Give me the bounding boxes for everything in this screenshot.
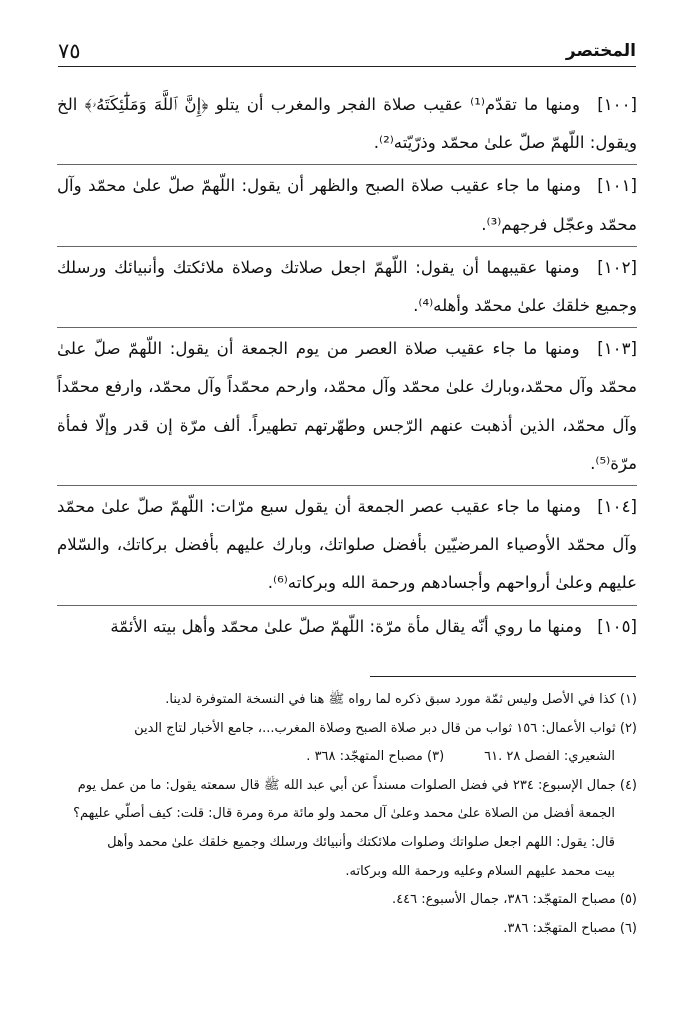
footnote-2: (٢) ثواب الأعمال: ١٥٦ ثواب من قال دبر صلاة الصبح وصلاة المغرب...، جامع الأخبار لتاج الدين	[134, 720, 637, 736]
footnote-2-continuation: الشعيري: الفصل ٢٨ .٦١	[484, 749, 615, 765]
footnote-4: (٤) جمال الإسبوع: ٢٣٤ في فضل الصلوات مسنداً عن أبي عبد الله ﷺ قال سمعته يقول: ما من عمل يوم	[77, 777, 637, 793]
paragraph-101	[57, 167, 637, 243]
main-text	[57, 86, 637, 646]
paragraph-text: ومنها ما جاء عقيب صلاة الصبح والظهر أن يقول: اللّهمّ صلّ علىٰ محمّد وآل محمّد وعجّل فرجهم⁽³⁾.	[57, 176, 637, 234]
footnote-3: (٣) مصباح المتهجّد: ٣٦٨ .	[306, 749, 445, 765]
paragraph-text: ومنها ما جاء عقيب عصر الجمعة أن يقول سبع مرّات: اللّهمّ صلّ علىٰ محمّد وآل محمّد الأوصياء المرضيّين بأفضل صلواتك، وبارك عليهم بأفضل بركاتك، والسّلام عليهم وعلىٰ أرواحهم وأجسادهم ورحمة الله وبركاته⁽⁶⁾.	[57, 497, 637, 593]
running-title: المختصر	[565, 41, 636, 61]
footnote-1: (١) كذا في الأصل وليس ثمّة مورد سبق ذكره لما رواه ﷺ هنا في النسخة المتوفرة لدينا.	[165, 692, 637, 707]
paragraph-number: [١٠٠]	[597, 95, 637, 114]
paragraph-divider	[57, 605, 637, 606]
footnote-4-line-4: بيت محمد عليهم السلام وعليه ورحمة الله وبركاته.	[345, 863, 615, 879]
footnote-5: (٥) مصباح المتهجّد: ٣٨٦، جمال الأسبوع: ٤٤٦.	[392, 892, 637, 908]
paragraph-102	[57, 249, 637, 325]
paragraph-103	[57, 330, 637, 483]
paragraph-divider	[57, 164, 637, 165]
paragraph-number: [١٠١]	[597, 176, 637, 196]
paragraph-104	[57, 488, 637, 603]
footnote-6: (٦) مصباح المتهجّد: ٣٨٦.	[503, 920, 637, 936]
footnote-4-line-3: قال: يقول: اللهم اجعل صلواتك وصلوات ملائكتك وأنبيائك ورسلك وجميع خلقك علىٰ محمد وأهل	[107, 834, 615, 850]
paragraph-number: [١٠٢]	[597, 257, 637, 277]
footnote-separator	[370, 676, 636, 677]
footnotes	[57, 686, 637, 943]
page-header	[58, 38, 636, 64]
paragraph-text: ومنها ما تقدّم⁽¹⁾ عقيب صلاة الفجر والمغرب أن يتلو ﴿إِنَّ ٱللَّهَ وَمَلَٰٓئِكَتَهُۥ﴾ الخ ويقول: اللّهمّ صلّ علىٰ محمّد وذرّيّته⁽²⁾.	[57, 95, 637, 153]
paragraph-divider	[57, 327, 637, 328]
paragraph-number: [١٠٣]	[597, 339, 637, 359]
paragraph-divider	[57, 246, 637, 247]
paragraph-number: [١٠٥]	[597, 616, 637, 636]
paragraph-divider	[57, 485, 637, 486]
paragraph-text: ومنها ما جاء عقيب صلاة العصر من يوم الجمعة أن يقول: اللّهمّ صلّ علىٰ محمّد وآل محمّد،وبارك علىٰ محمّد وآل محمّد، وارحم محمّداً وآل محمّد، وارفع محمّداً وآل محمّد، الذين أذهبت عنهم الرّجس وطهّرتهم تطهيراً. ألف مرّة إن قدر وإلّا فمأة مرّة⁽⁵⁾.	[57, 339, 637, 473]
paragraph-text: ومنها عقيبهما أن يقول: اللّهمّ اجعل صلاتك وصلاة ملائكتك وأنبيائك ورسلك وجميع خلقك علىٰ محمّد وأهله⁽⁴⁾.	[57, 257, 637, 316]
paragraph-text: ومنها ما روي أنّه يقال مأة مرّة: اللّهمّ صلّ علىٰ محمّد وأهل بيته الأئمّة	[110, 616, 582, 636]
paragraph-number: [١٠٤]	[597, 497, 637, 517]
header-rule	[58, 66, 636, 67]
footnote-2-3-line	[57, 743, 637, 772]
page-number: ٧٥	[58, 39, 81, 63]
paragraph-105	[57, 608, 637, 646]
footnote-4-line-2: الجمعة أفضل من الصلاة علىٰ محمد وعلىٰ آل محمد ولو مائة مرة ومرة قال: قلت: كيف أصلّي عليهم؟	[73, 806, 615, 822]
paragraph-100	[57, 86, 637, 162]
